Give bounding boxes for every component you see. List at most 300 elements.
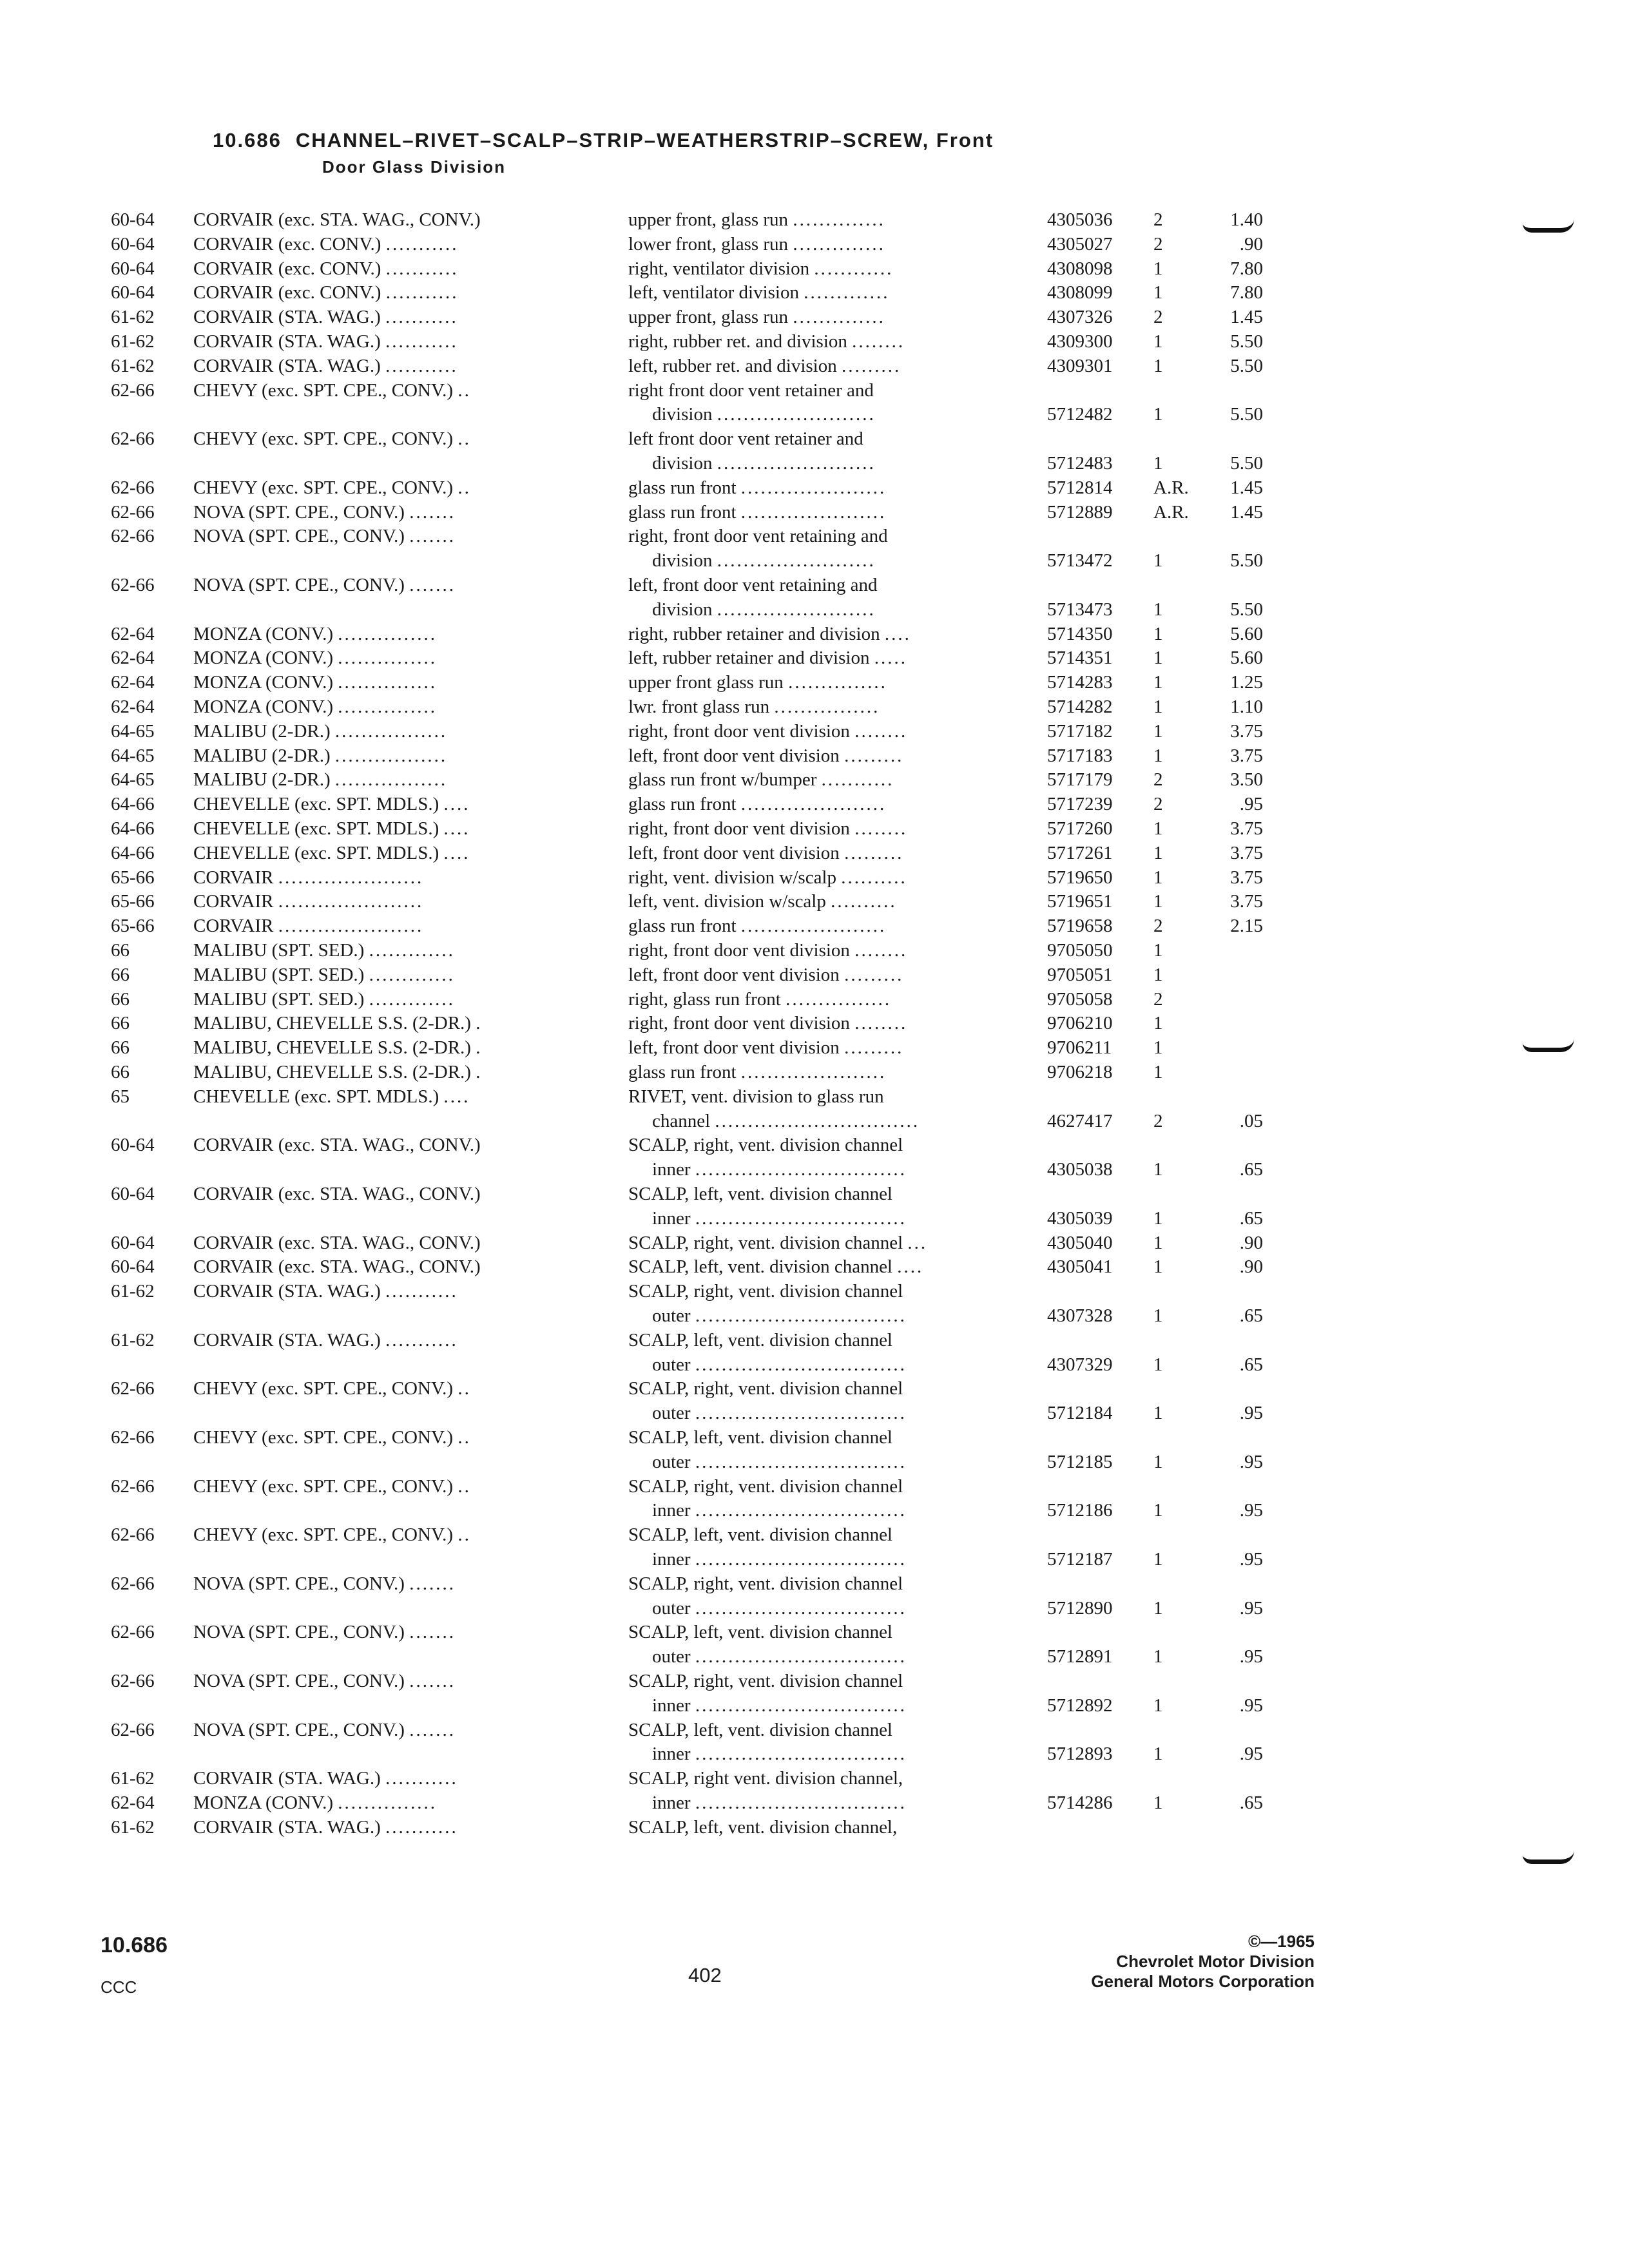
price-cell-text: 1.40: [1230, 209, 1263, 230]
leader-dots: ...: [907, 1232, 928, 1253]
year-cell: [111, 1474, 155, 1499]
description-cell-text: SCALP, right, vent. division channel: [628, 1135, 903, 1156]
description-cell-text: outer: [652, 1597, 691, 1619]
part-number-cell-text: 5712184: [1047, 1403, 1113, 1424]
year-cell: [111, 256, 155, 281]
leader-dots: ...........: [385, 307, 458, 328]
quantity-cell: [1153, 232, 1163, 256]
footer-section-code: 10.686: [101, 1933, 168, 1957]
price-cell: [1199, 476, 1263, 500]
price-cell: [1199, 1401, 1263, 1425]
model-cell: [193, 256, 458, 281]
price-cell: [1199, 1450, 1263, 1474]
part-number-cell-text: 4307326: [1047, 307, 1113, 328]
year-cell-text: 62-66: [111, 380, 155, 401]
model-cell: [193, 695, 437, 719]
quantity-cell-text: 1: [1153, 1037, 1163, 1059]
model-cell: [193, 744, 447, 768]
part-number-cell: [1047, 451, 1113, 476]
price-cell-text: .95: [1239, 1451, 1263, 1472]
part-number-cell-text: 4305038: [1047, 1159, 1113, 1180]
description-cell-text: SCALP, right, vent. division channel: [628, 1573, 903, 1594]
leader-dots: ....: [443, 842, 470, 863]
year-cell-text: 61-62: [111, 1329, 155, 1350]
year-cell-text: 62-64: [111, 623, 155, 644]
model-cell: [193, 1084, 470, 1109]
year-cell-text: 60-64: [111, 258, 155, 279]
quantity-cell-text: 1: [1153, 842, 1163, 863]
leader-dots: ...........: [385, 258, 459, 279]
part-number-cell-text: 4305039: [1047, 1207, 1113, 1229]
price-cell-text: 7.80: [1230, 258, 1263, 279]
part-number-cell: [1047, 865, 1113, 890]
quantity-cell: [1153, 451, 1163, 476]
margin-mark: [1523, 219, 1574, 233]
description-cell: [628, 1523, 892, 1547]
quantity-cell: [1153, 695, 1163, 719]
leader-dots: ..: [458, 428, 471, 450]
price-cell: [1199, 622, 1263, 646]
leader-dots: .................: [334, 745, 448, 766]
year-cell-text: 65: [111, 1086, 130, 1107]
description-cell-text: left, rubber retainer and division: [628, 648, 870, 669]
quantity-cell: [1153, 963, 1163, 987]
description-cell-text: left, front door vent division: [628, 964, 840, 985]
part-number-cell-text: 5713472: [1047, 550, 1113, 572]
part-number-cell: [1047, 1011, 1113, 1035]
year-cell: [111, 816, 155, 841]
year-cell-text: 61-62: [111, 1816, 155, 1838]
quantity-cell: [1153, 1011, 1163, 1035]
leader-dots: ........: [854, 720, 908, 742]
part-number-cell: [1047, 670, 1113, 695]
description-cell-text: inner: [652, 1549, 691, 1570]
year-cell-text: 62-64: [111, 672, 155, 693]
price-cell: [1199, 1742, 1263, 1766]
year-cell: [111, 938, 130, 963]
leader-dots: ...........: [385, 1768, 458, 1789]
quantity-cell: [1153, 1109, 1163, 1133]
model-cell: [193, 1376, 471, 1401]
description-cell-text: upper front, glass run: [628, 307, 789, 328]
quantity-cell-text: 1: [1153, 1354, 1163, 1375]
year-cell-text: 62-66: [111, 1524, 155, 1546]
description-cell: [628, 280, 889, 305]
leader-dots: ...............................: [715, 1110, 920, 1131]
description-cell: [628, 1133, 903, 1157]
model-cell-text: CHEVY (exc. SPT. CPE., CONV.): [193, 1475, 454, 1497]
description-cell: [628, 816, 907, 841]
description-cell: [652, 548, 876, 573]
model-cell: [193, 865, 423, 890]
leader-dots: ..: [458, 1378, 471, 1399]
price-cell: [1199, 695, 1263, 719]
quantity-cell-text: 1: [1153, 940, 1163, 961]
description-cell: [628, 256, 893, 281]
price-cell-text: .95: [1239, 1695, 1263, 1716]
part-number-cell-text: 5712482: [1047, 404, 1113, 425]
year-cell: [111, 524, 155, 548]
model-cell-text: CHEVELLE (exc. SPT. MDLS.): [193, 1086, 439, 1107]
year-cell: [111, 670, 155, 695]
model-cell: [193, 889, 423, 914]
description-cell: [628, 1718, 892, 1742]
part-number-cell: [1047, 280, 1113, 305]
year-cell: [111, 232, 155, 256]
year-cell-text: 62-66: [111, 575, 155, 595]
part-number-cell-text: 5717260: [1047, 818, 1113, 839]
quantity-cell-text: 1: [1153, 282, 1163, 303]
leader-dots: ...........: [821, 769, 894, 791]
year-cell: [111, 1011, 130, 1035]
description-cell-text: upper front glass run: [628, 672, 784, 693]
year-cell: [111, 719, 155, 744]
model-cell-text: CORVAIR (STA. WAG.): [193, 331, 381, 352]
description-cell-text: outer: [652, 1403, 691, 1424]
year-cell: [111, 767, 155, 792]
quantity-cell: [1153, 1303, 1163, 1328]
leader-dots: ....: [443, 818, 470, 839]
price-cell-text: .95: [1239, 1646, 1263, 1667]
part-number-cell: [1047, 1254, 1113, 1279]
description-cell-text: glass run front: [628, 501, 737, 523]
description-cell: [628, 622, 911, 646]
leader-dots: ................: [774, 697, 880, 717]
part-number-cell: [1047, 1742, 1113, 1766]
description-cell: [652, 1401, 907, 1425]
quantity-cell: [1153, 1254, 1163, 1279]
part-number-cell: [1047, 1035, 1112, 1060]
description-cell-text: glass run front: [628, 794, 737, 815]
leader-dots: ..........: [831, 891, 897, 912]
part-number-cell: [1047, 767, 1113, 792]
description-cell-text: glass run front w/bumper: [628, 769, 817, 791]
quantity-cell: [1153, 280, 1163, 305]
description-cell: [628, 914, 886, 938]
quantity-cell: [1153, 1352, 1163, 1377]
leader-dots: .......: [409, 526, 456, 547]
part-number-cell: [1047, 1060, 1113, 1084]
model-cell-text: CORVAIR (exc. STA. WAG., CONV.): [193, 1135, 481, 1156]
quantity-cell: [1153, 256, 1163, 281]
description-cell-text: right, front door vent division: [628, 940, 850, 961]
quantity-cell-text: 1: [1153, 453, 1163, 474]
model-cell-text: CORVAIR (exc. CONV.): [193, 282, 381, 303]
year-cell: [111, 500, 155, 524]
part-number-cell-text: 5717239: [1047, 794, 1113, 815]
quantity-cell-text: 1: [1153, 1207, 1163, 1229]
model-cell-text: CHEVY (exc. SPT. CPE., CONV.): [193, 1378, 454, 1399]
leader-dots: ................................: [695, 1354, 907, 1375]
part-number-cell: [1047, 841, 1113, 865]
quantity-cell: [1153, 1206, 1163, 1231]
part-number-cell: [1047, 744, 1113, 768]
leader-dots: .................: [334, 720, 448, 742]
quantity-cell-text: 1: [1153, 623, 1163, 644]
model-cell-text: MALIBU (SPT. SED.): [193, 940, 365, 961]
part-number-cell-text: 4309300: [1047, 331, 1113, 352]
quantity-cell: [1153, 865, 1163, 890]
price-cell: [1199, 305, 1263, 329]
year-cell-text: 60-64: [111, 1256, 155, 1278]
leader-dots: ......................: [740, 477, 887, 498]
part-number-cell-text: 9706211: [1047, 1037, 1112, 1059]
description-cell: [652, 1791, 907, 1815]
model-cell: [193, 1328, 458, 1352]
part-number-cell: [1047, 646, 1113, 670]
description-cell: [628, 889, 897, 914]
footer-left: [101, 1933, 168, 1997]
leader-dots: ................: [786, 988, 892, 1010]
price-cell-text: 1.25: [1230, 672, 1263, 693]
description-cell: [652, 402, 876, 427]
year-cell: [111, 280, 155, 305]
part-number-cell: [1047, 354, 1113, 378]
year-cell-text: 62-66: [111, 1475, 155, 1497]
price-cell-text: .65: [1239, 1207, 1263, 1229]
part-number-cell-text: 4305027: [1047, 233, 1113, 255]
price-cell-text: 5.60: [1230, 648, 1263, 669]
description-cell: [628, 232, 885, 256]
leader-dots: .......: [409, 1719, 456, 1740]
model-cell: [193, 1035, 482, 1060]
description-cell: [628, 1815, 897, 1840]
leader-dots: ........................: [717, 404, 876, 425]
leader-dots: .: [476, 1013, 483, 1034]
price-cell: [1199, 1303, 1263, 1328]
quantity-cell-text: A.R.: [1153, 501, 1189, 523]
quantity-cell-text: A.R.: [1153, 477, 1189, 498]
leader-dots: ..: [458, 1475, 471, 1497]
model-cell: [193, 1766, 458, 1791]
description-cell-text: right, front door vent retaining and: [628, 526, 888, 547]
price-cell-text: 1.45: [1230, 307, 1263, 328]
part-number-cell: [1047, 1791, 1113, 1815]
description-cell: [628, 1231, 927, 1255]
leader-dots: ........: [852, 331, 905, 352]
model-cell: [193, 1133, 481, 1157]
year-cell: [111, 1328, 155, 1352]
year-cell-text: 66: [111, 1062, 130, 1082]
description-cell-text: SCALP, right, vent. division channel: [628, 1281, 903, 1302]
leader-dots: ......................: [278, 867, 424, 888]
leader-dots: ..........: [841, 867, 907, 888]
description-cell-text: left, ventilator division: [628, 282, 799, 303]
model-cell: [193, 329, 458, 354]
year-cell: [111, 1182, 155, 1206]
description-cell-text: division: [652, 404, 713, 425]
description-cell-text: right, vent. division w/scalp: [628, 867, 836, 888]
year-cell-text: 62-66: [111, 501, 155, 523]
year-cell-text: 61-62: [111, 1281, 155, 1302]
price-cell: [1199, 670, 1263, 695]
description-cell: [652, 1498, 907, 1523]
quantity-cell: [1153, 646, 1163, 670]
quantity-cell-text: 1: [1153, 1159, 1163, 1180]
part-number-cell-text: 9706210: [1047, 1013, 1113, 1034]
part-number-cell-text: 9705058: [1047, 988, 1113, 1010]
model-cell-text: CORVAIR (exc. CONV.): [193, 258, 381, 279]
model-cell: [193, 1718, 456, 1742]
leader-dots: ........: [854, 1013, 908, 1034]
leader-dots: ......................: [740, 501, 887, 523]
year-cell-text: 61-62: [111, 355, 155, 376]
model-cell-text: CORVAIR (exc. CONV.): [193, 233, 381, 255]
quantity-cell-text: 1: [1153, 1500, 1163, 1521]
price-cell: [1199, 548, 1263, 573]
quantity-cell: [1153, 548, 1163, 573]
year-cell-text: 62-66: [111, 1622, 155, 1643]
quantity-cell: [1153, 670, 1163, 695]
year-cell-text: 60-64: [111, 209, 155, 230]
price-cell: [1199, 402, 1263, 427]
leader-dots: ..............: [793, 209, 885, 230]
part-number-cell-text: 5717179: [1047, 769, 1113, 791]
leader-dots: ....: [443, 794, 470, 815]
model-cell: [193, 232, 458, 256]
model-cell: [193, 646, 437, 670]
part-number-cell-text: 5717261: [1047, 842, 1113, 863]
leader-dots: ...........: [385, 1281, 458, 1302]
part-number-cell-text: 4627417: [1047, 1110, 1113, 1131]
part-number-cell-text: 5714286: [1047, 1792, 1113, 1813]
model-cell-text: MALIBU, CHEVELLE S.S. (2-DR.): [193, 1062, 471, 1082]
year-cell: [111, 1791, 155, 1815]
quantity-cell-text: 1: [1153, 599, 1163, 620]
quantity-cell-text: 1: [1153, 697, 1163, 717]
year-cell: [111, 1060, 130, 1084]
price-cell: [1199, 744, 1263, 768]
part-number-cell: [1047, 597, 1113, 622]
part-number-cell: [1047, 1596, 1113, 1620]
quantity-cell: [1153, 841, 1163, 865]
description-cell-text: right, front door vent division: [628, 818, 850, 839]
quantity-cell-text: 1: [1153, 672, 1163, 693]
price-cell: [1199, 1206, 1263, 1231]
description-cell: [628, 938, 907, 963]
model-cell: [193, 1254, 481, 1279]
year-cell: [111, 1231, 155, 1255]
year-cell: [111, 1718, 155, 1742]
price-cell-text: 3.75: [1230, 891, 1263, 912]
year-cell: [111, 963, 130, 987]
price-cell-text: .65: [1239, 1354, 1263, 1375]
leader-dots: ...............: [338, 697, 437, 717]
quantity-cell: [1153, 500, 1189, 524]
model-cell-text: CORVAIR (STA. WAG.): [193, 1816, 381, 1838]
year-cell: [111, 841, 155, 865]
description-cell-text: left, front door vent retaining and: [628, 575, 878, 595]
price-cell-text: 5.50: [1230, 453, 1263, 474]
description-cell-text: right, ventilator division: [628, 258, 810, 279]
description-cell: [628, 1766, 903, 1791]
leader-dots: .......: [409, 1671, 456, 1691]
price-cell: [1199, 1231, 1263, 1255]
part-number-cell: [1047, 889, 1113, 914]
year-cell-text: 62-66: [111, 1378, 155, 1399]
description-cell: [628, 1035, 903, 1060]
year-cell-text: 60-64: [111, 1184, 155, 1204]
part-number-cell-text: 9705051: [1047, 964, 1113, 985]
price-cell: [1199, 865, 1263, 890]
quantity-cell-text: 2: [1153, 794, 1163, 815]
leader-dots: ..............: [793, 233, 885, 255]
description-cell: [628, 1474, 903, 1499]
part-number-cell-text: 5712186: [1047, 1500, 1113, 1521]
description-cell-text: inner: [652, 1500, 691, 1521]
description-cell-text: outer: [652, 1451, 691, 1472]
model-cell: [193, 500, 456, 524]
description-cell-text: upper front, glass run: [628, 209, 789, 230]
year-cell: [111, 378, 155, 403]
leader-dots: .......: [409, 501, 456, 523]
quantity-cell: [1153, 1644, 1163, 1669]
model-cell-text: NOVA (SPT. CPE., CONV.): [193, 501, 405, 523]
description-cell-text: glass run front: [628, 1062, 737, 1082]
model-cell: [193, 1620, 456, 1644]
description-cell-text: inner: [652, 1159, 691, 1180]
description-cell: [652, 1742, 907, 1766]
leader-dots: .........: [844, 842, 904, 863]
leader-dots: .: [476, 1062, 483, 1082]
price-cell-text: .95: [1239, 1500, 1263, 1521]
description-cell-text: channel: [652, 1110, 711, 1131]
description-cell-text: SCALP, left, vent. division channel: [628, 1524, 892, 1546]
price-cell-text: 1.45: [1230, 501, 1263, 523]
description-cell: [652, 1596, 907, 1620]
model-cell-text: CORVAIR (exc. STA. WAG., CONV.): [193, 1256, 481, 1278]
price-cell-text: .95: [1239, 1549, 1263, 1570]
description-cell: [628, 719, 907, 744]
year-cell-text: 64-66: [111, 842, 155, 863]
leader-dots: ..: [458, 1427, 471, 1448]
quantity-cell: [1153, 207, 1163, 232]
year-cell: [111, 1571, 155, 1596]
model-cell-text: NOVA (SPT. CPE., CONV.): [193, 1671, 405, 1691]
model-cell-text: MALIBU (2-DR.): [193, 745, 331, 766]
leader-dots: ............: [814, 258, 894, 279]
model-cell-text: CORVAIR (STA. WAG.): [193, 355, 381, 376]
model-cell-text: MALIBU (SPT. SED.): [193, 964, 365, 985]
leader-dots: .: [476, 1037, 483, 1059]
leader-dots: ...............: [338, 623, 437, 644]
description-cell: [628, 1328, 892, 1352]
part-number-cell: [1047, 1157, 1113, 1182]
part-number-cell-text: 5714283: [1047, 672, 1113, 693]
year-cell: [111, 1133, 155, 1157]
quantity-cell-text: 1: [1153, 258, 1163, 279]
description-cell: [628, 987, 891, 1012]
price-cell: [1199, 1109, 1263, 1133]
quantity-cell-text: 1: [1153, 1695, 1163, 1716]
part-number-cell: [1047, 232, 1113, 256]
price-cell-text: .90: [1239, 233, 1263, 255]
price-cell: [1199, 1644, 1263, 1669]
leader-dots: ...........: [385, 331, 458, 352]
year-cell-text: 62-64: [111, 1792, 155, 1813]
model-cell: [193, 1474, 471, 1499]
leader-dots: .....: [874, 648, 907, 669]
description-cell-text: SCALP, left, vent. division channel: [628, 1329, 892, 1350]
section-title: CHANNEL–RIVET–SCALP–STRIP–WEATHERSTRIP–SCREW, Front: [295, 129, 994, 151]
model-cell: [193, 963, 455, 987]
leader-dots: ................................: [695, 1792, 907, 1813]
model-cell-text: NOVA (SPT. CPE., CONV.): [193, 575, 405, 595]
year-cell-text: 62-66: [111, 1573, 155, 1594]
model-cell-text: CORVAIR: [193, 867, 274, 888]
price-cell: [1199, 1693, 1263, 1718]
part-number-cell-text: 5712185: [1047, 1451, 1113, 1472]
